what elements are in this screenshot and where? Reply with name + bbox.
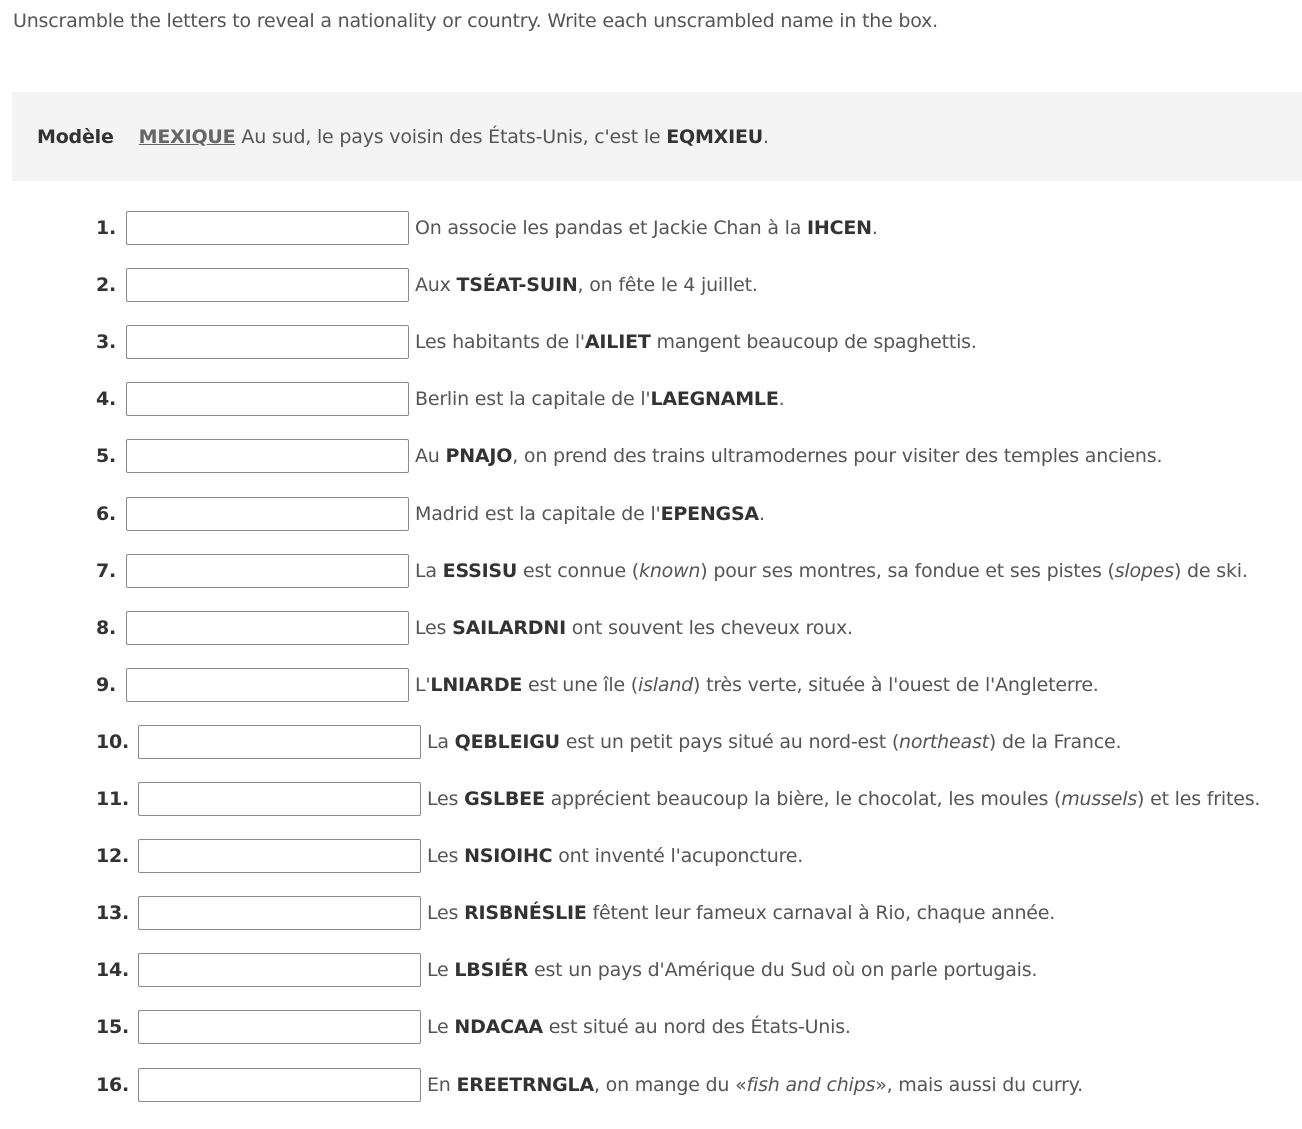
scrambled-word: QEBLEIGU: [454, 731, 560, 753]
exercise-row: [0, 950, 1300, 990]
scrambled-word: EREETRNGLA: [456, 1074, 594, 1096]
sentence-text: est un pays d'Amérique du Sud où on parle portugais.: [528, 959, 1038, 981]
sentence-text: La: [427, 731, 455, 753]
scrambled-word: EQMXIEU: [666, 125, 763, 148]
answer-input[interactable]: [126, 554, 409, 588]
sentence-text: est un petit pays situé au nord-est (: [559, 731, 900, 753]
english-gloss: slopes: [1114, 560, 1174, 582]
scrambled-word: GSLBEE: [464, 788, 545, 810]
item-number: 9.: [96, 674, 117, 696]
english-gloss: northeast: [899, 731, 989, 753]
sentence-text: Au sud, le pays voisin des États-Unis, c'est le: [241, 125, 667, 148]
english-gloss: known: [639, 560, 701, 582]
instructions-text: Unscramble the letters to reveal a nationality or country. Write each unscrambled name in the box.: [13, 10, 939, 32]
sentence-text: Les habitants de l': [415, 331, 585, 353]
item-number: 11.: [96, 788, 130, 810]
model-example: [12, 92, 1302, 181]
item-sentence: [427, 731, 1121, 753]
exercise-row: [0, 608, 1300, 648]
sentence-text: La: [415, 560, 443, 582]
exercise-row: [0, 322, 1300, 362]
sentence-text: ont inventé l'acuponcture.: [552, 845, 804, 867]
sentence-text: Aux: [415, 274, 457, 296]
exercise-row: [0, 836, 1300, 876]
scrambled-word: NDACAA: [454, 1016, 543, 1038]
item-sentence: [415, 674, 1099, 696]
sentence-text: fêtent leur fameux carnaval à Rio, chaque année.: [586, 902, 1056, 924]
exercise-row: [0, 494, 1300, 534]
english-gloss: mussels: [1061, 788, 1138, 810]
item-sentence: [415, 331, 977, 353]
exercise-row: [0, 779, 1300, 819]
answer-input[interactable]: [138, 896, 421, 930]
item-sentence: [427, 1016, 851, 1038]
exercise-row: [0, 1007, 1300, 1047]
answer-input[interactable]: [138, 839, 421, 873]
sentence-text: Le: [427, 1016, 455, 1038]
scrambled-word: LAEGNAMLE: [650, 388, 779, 410]
item-sentence: [415, 217, 878, 239]
answer-input[interactable]: [126, 325, 409, 359]
scrambled-word: LNIARDE: [430, 674, 523, 696]
exercise-row: [0, 208, 1300, 248]
sentence-text: Les: [427, 902, 465, 924]
item-sentence: [427, 902, 1055, 924]
item-sentence: [427, 1074, 1083, 1096]
scrambled-word: TSÉAT-SUIN: [456, 274, 578, 296]
item-number: 10.: [96, 731, 130, 753]
sentence-text: .: [871, 217, 878, 239]
item-number: 15.: [96, 1016, 130, 1038]
scrambled-word: AILIET: [584, 331, 651, 353]
answer-input[interactable]: [138, 725, 421, 759]
item-number: 2.: [96, 274, 117, 296]
item-sentence: [415, 560, 1248, 582]
answer-input[interactable]: [126, 497, 409, 531]
sentence-text: En: [427, 1074, 457, 1096]
scrambled-word: LBSIÉR: [454, 959, 529, 981]
sentence-text: Au: [415, 445, 446, 467]
sentence-text: apprécient beaucoup la bière, le chocolat, les moules (: [544, 788, 1062, 810]
item-number: 1.: [96, 217, 117, 239]
sentence-text: , on mange du «: [593, 1074, 747, 1096]
scrambled-word: IHCEN: [807, 217, 872, 239]
exercise-row: [0, 1065, 1300, 1105]
item-sentence: [415, 388, 784, 410]
sentence-text: Madrid est la capitale de l': [415, 503, 661, 525]
sentence-text: .: [763, 125, 769, 148]
scrambled-word: RISBNÉSLIE: [464, 902, 587, 924]
answer-input[interactable]: [126, 668, 409, 702]
item-sentence: [415, 274, 758, 296]
answer-input[interactable]: [126, 382, 409, 416]
sentence-text: Berlin est la capitale de l': [415, 388, 651, 410]
sentence-text: ) de la France.: [988, 731, 1122, 753]
exercise-row: [0, 436, 1300, 476]
item-sentence: [427, 845, 803, 867]
scrambled-word: ESSISU: [442, 560, 518, 582]
scrambled-word: NSIOIHC: [464, 845, 553, 867]
sentence-text: Les: [415, 617, 453, 639]
item-number: 14.: [96, 959, 130, 981]
exercise-row: [0, 265, 1300, 305]
sentence-text: Les: [427, 845, 465, 867]
answer-input[interactable]: [138, 1010, 421, 1044]
sentence-text: est une île (: [522, 674, 639, 696]
model-sentence: [241, 126, 768, 148]
exercise-row: [0, 893, 1300, 933]
exercise-row: [0, 379, 1300, 419]
sentence-text: est situé au nord des États-Unis.: [542, 1016, 851, 1038]
item-number: 5.: [96, 445, 117, 467]
item-number: 4.: [96, 388, 117, 410]
answer-input[interactable]: [126, 211, 409, 245]
sentence-text: .: [778, 388, 785, 410]
sentence-text: ) très verte, située à l'ouest de l'Angleterre.: [693, 674, 1099, 696]
item-number: 6.: [96, 503, 117, 525]
sentence-text: , on fête le 4 juillet.: [577, 274, 758, 296]
answer-input[interactable]: [126, 268, 409, 302]
model-label: Modèle: [37, 125, 114, 148]
answer-input[interactable]: [138, 1068, 421, 1102]
english-gloss: island: [638, 674, 694, 696]
sentence-text: ont souvent les cheveux roux.: [565, 617, 853, 639]
item-number: 16.: [96, 1074, 130, 1096]
sentence-text: ) et les frites.: [1137, 788, 1261, 810]
item-number: 12.: [96, 845, 130, 867]
item-sentence: [415, 617, 853, 639]
item-sentence: [427, 788, 1260, 810]
exercise-row: [0, 665, 1300, 705]
item-number: 3.: [96, 331, 117, 353]
sentence-text: est connue (: [517, 560, 640, 582]
item-number: 8.: [96, 617, 117, 639]
item-number: 13.: [96, 902, 130, 924]
model-answer: MEXIQUE: [138, 125, 236, 148]
sentence-text: L': [415, 674, 431, 696]
scrambled-word: PNAJO: [445, 445, 513, 467]
exercise-row: [0, 551, 1300, 591]
scrambled-word: EPENGSA: [660, 503, 759, 525]
sentence-text: ) de ski.: [1174, 560, 1248, 582]
sentence-text: , on prend des trains ultramodernes pour visiter des temples anciens.: [512, 445, 1163, 467]
sentence-text: Les: [427, 788, 465, 810]
sentence-text: .: [758, 503, 765, 525]
sentence-text: mangent beaucoup de spaghettis.: [650, 331, 977, 353]
answer-input[interactable]: [138, 782, 421, 816]
sentence-text: ) pour ses montres, sa fondue et ses pistes (: [700, 560, 1115, 582]
item-sentence: [415, 445, 1162, 467]
item-sentence: [415, 503, 765, 525]
sentence-text: On associe les pandas et Jackie Chan à la: [415, 217, 808, 239]
answer-input[interactable]: [126, 611, 409, 645]
exercise-row: [0, 722, 1300, 762]
sentence-text: Le: [427, 959, 455, 981]
item-number: 7.: [96, 560, 117, 582]
item-sentence: [427, 959, 1037, 981]
answer-input[interactable]: [138, 953, 421, 987]
sentence-text: », mais aussi du curry.: [875, 1074, 1083, 1096]
answer-input[interactable]: [126, 439, 409, 473]
scrambled-word: SAILARDNI: [452, 617, 566, 639]
english-gloss: fish and chips: [746, 1074, 876, 1096]
